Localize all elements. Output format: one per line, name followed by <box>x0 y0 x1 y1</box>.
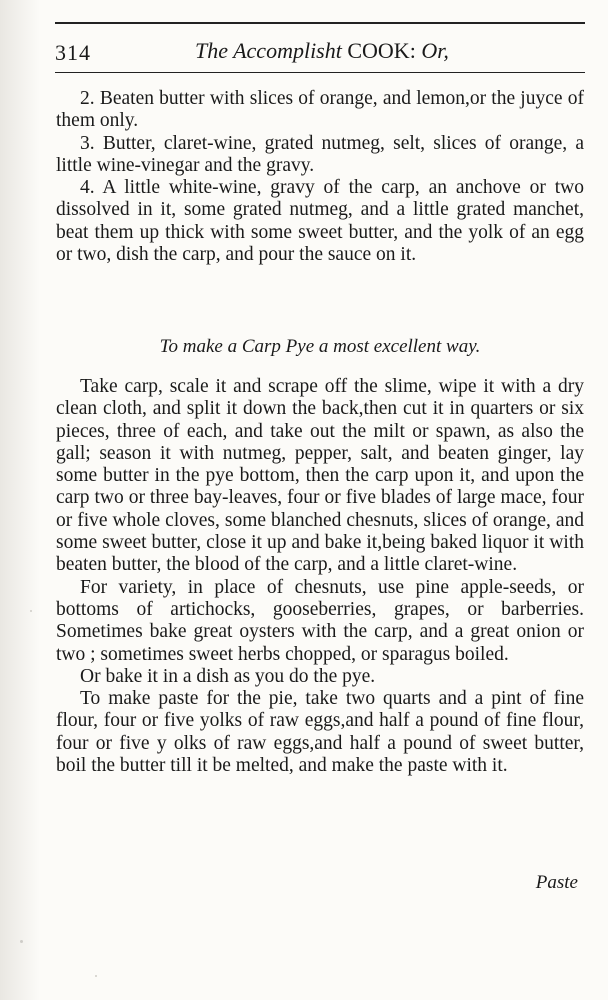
recipe-paragraph: Take carp, scale it and scrape off the slime, wipe it with a dry clean cloth, and split it down the back,then cut it in quarters or six pieces, three of each, and take out the milt or spawn, as also the gall; season it with nutmeg, pepper, salt, and beaten ginger, lay some butter in the pye bottom, then the carp upon it, and upon the carp two or three bay-leaves, four or five blades of large mace, four or five whole cloves, some blanched chesnuts, slices of orange, and some sweet butter, close it up and bake it,being baked liquor it with beaten butter, the blood of the carp, and a little claret-wine. <box>56 376 584 576</box>
paper-speck <box>20 940 23 943</box>
page-number: 314 <box>55 40 91 65</box>
paper-speck <box>95 975 97 977</box>
recipe-paragraph: To make paste for the pie, take two quarts and a pint of fine flour, four or five yolks of raw eggs,and half a pound of fine flour, four or five y olks of raw eggs,and half a pound of sweet butter, boil the butter till it be melted, and make the paste with it. <box>56 688 584 777</box>
sauce-item-3: 3. Butter, claret-wine, grated nutmeg, selt, slices of orange, a little wine-vinegar and the gravy. <box>56 132 584 176</box>
catchword: Paste <box>535 872 578 893</box>
running-title-tail: Or, <box>421 38 449 63</box>
header-rule-bottom <box>55 72 585 73</box>
header-rule-top <box>55 22 585 24</box>
recipe-heading: To make a Carp Pye a most excellent way. <box>159 336 481 357</box>
running-title-italic: The Accomplisht <box>195 38 342 63</box>
running-header <box>55 30 585 70</box>
recipe-body <box>56 376 584 777</box>
recipe-paragraph: Or bake it in a dish as you do the pye. <box>80 665 376 687</box>
running-title <box>195 38 449 64</box>
sauce-item-2: 2. Beaten butter with slices of orange, and lemon,or the juyce of them only. <box>56 88 584 132</box>
recipe-paragraph: For variety, in place of chesnuts, use pine apple-seeds, or bottoms of artichocks, gooseberries, grapes, or barberries. Sometimes bake great oysters with the carp, and a great onion or two ; sometimes sweet herbs chopped, or sparagus boiled. <box>56 576 584 665</box>
sauce-item-4: 4. A little white-wine, gravy of the carp, an anchove or two dissolved in it, some grated nutmeg, and a little grated manchet, beat them up thick with some sweet butter, and the yolk of an egg or two, dish the carp, and pour the sauce on it. <box>56 177 584 266</box>
running-title-caps: COOK: <box>341 38 422 63</box>
paper-speck <box>30 610 32 612</box>
sauce-list <box>56 88 584 266</box>
